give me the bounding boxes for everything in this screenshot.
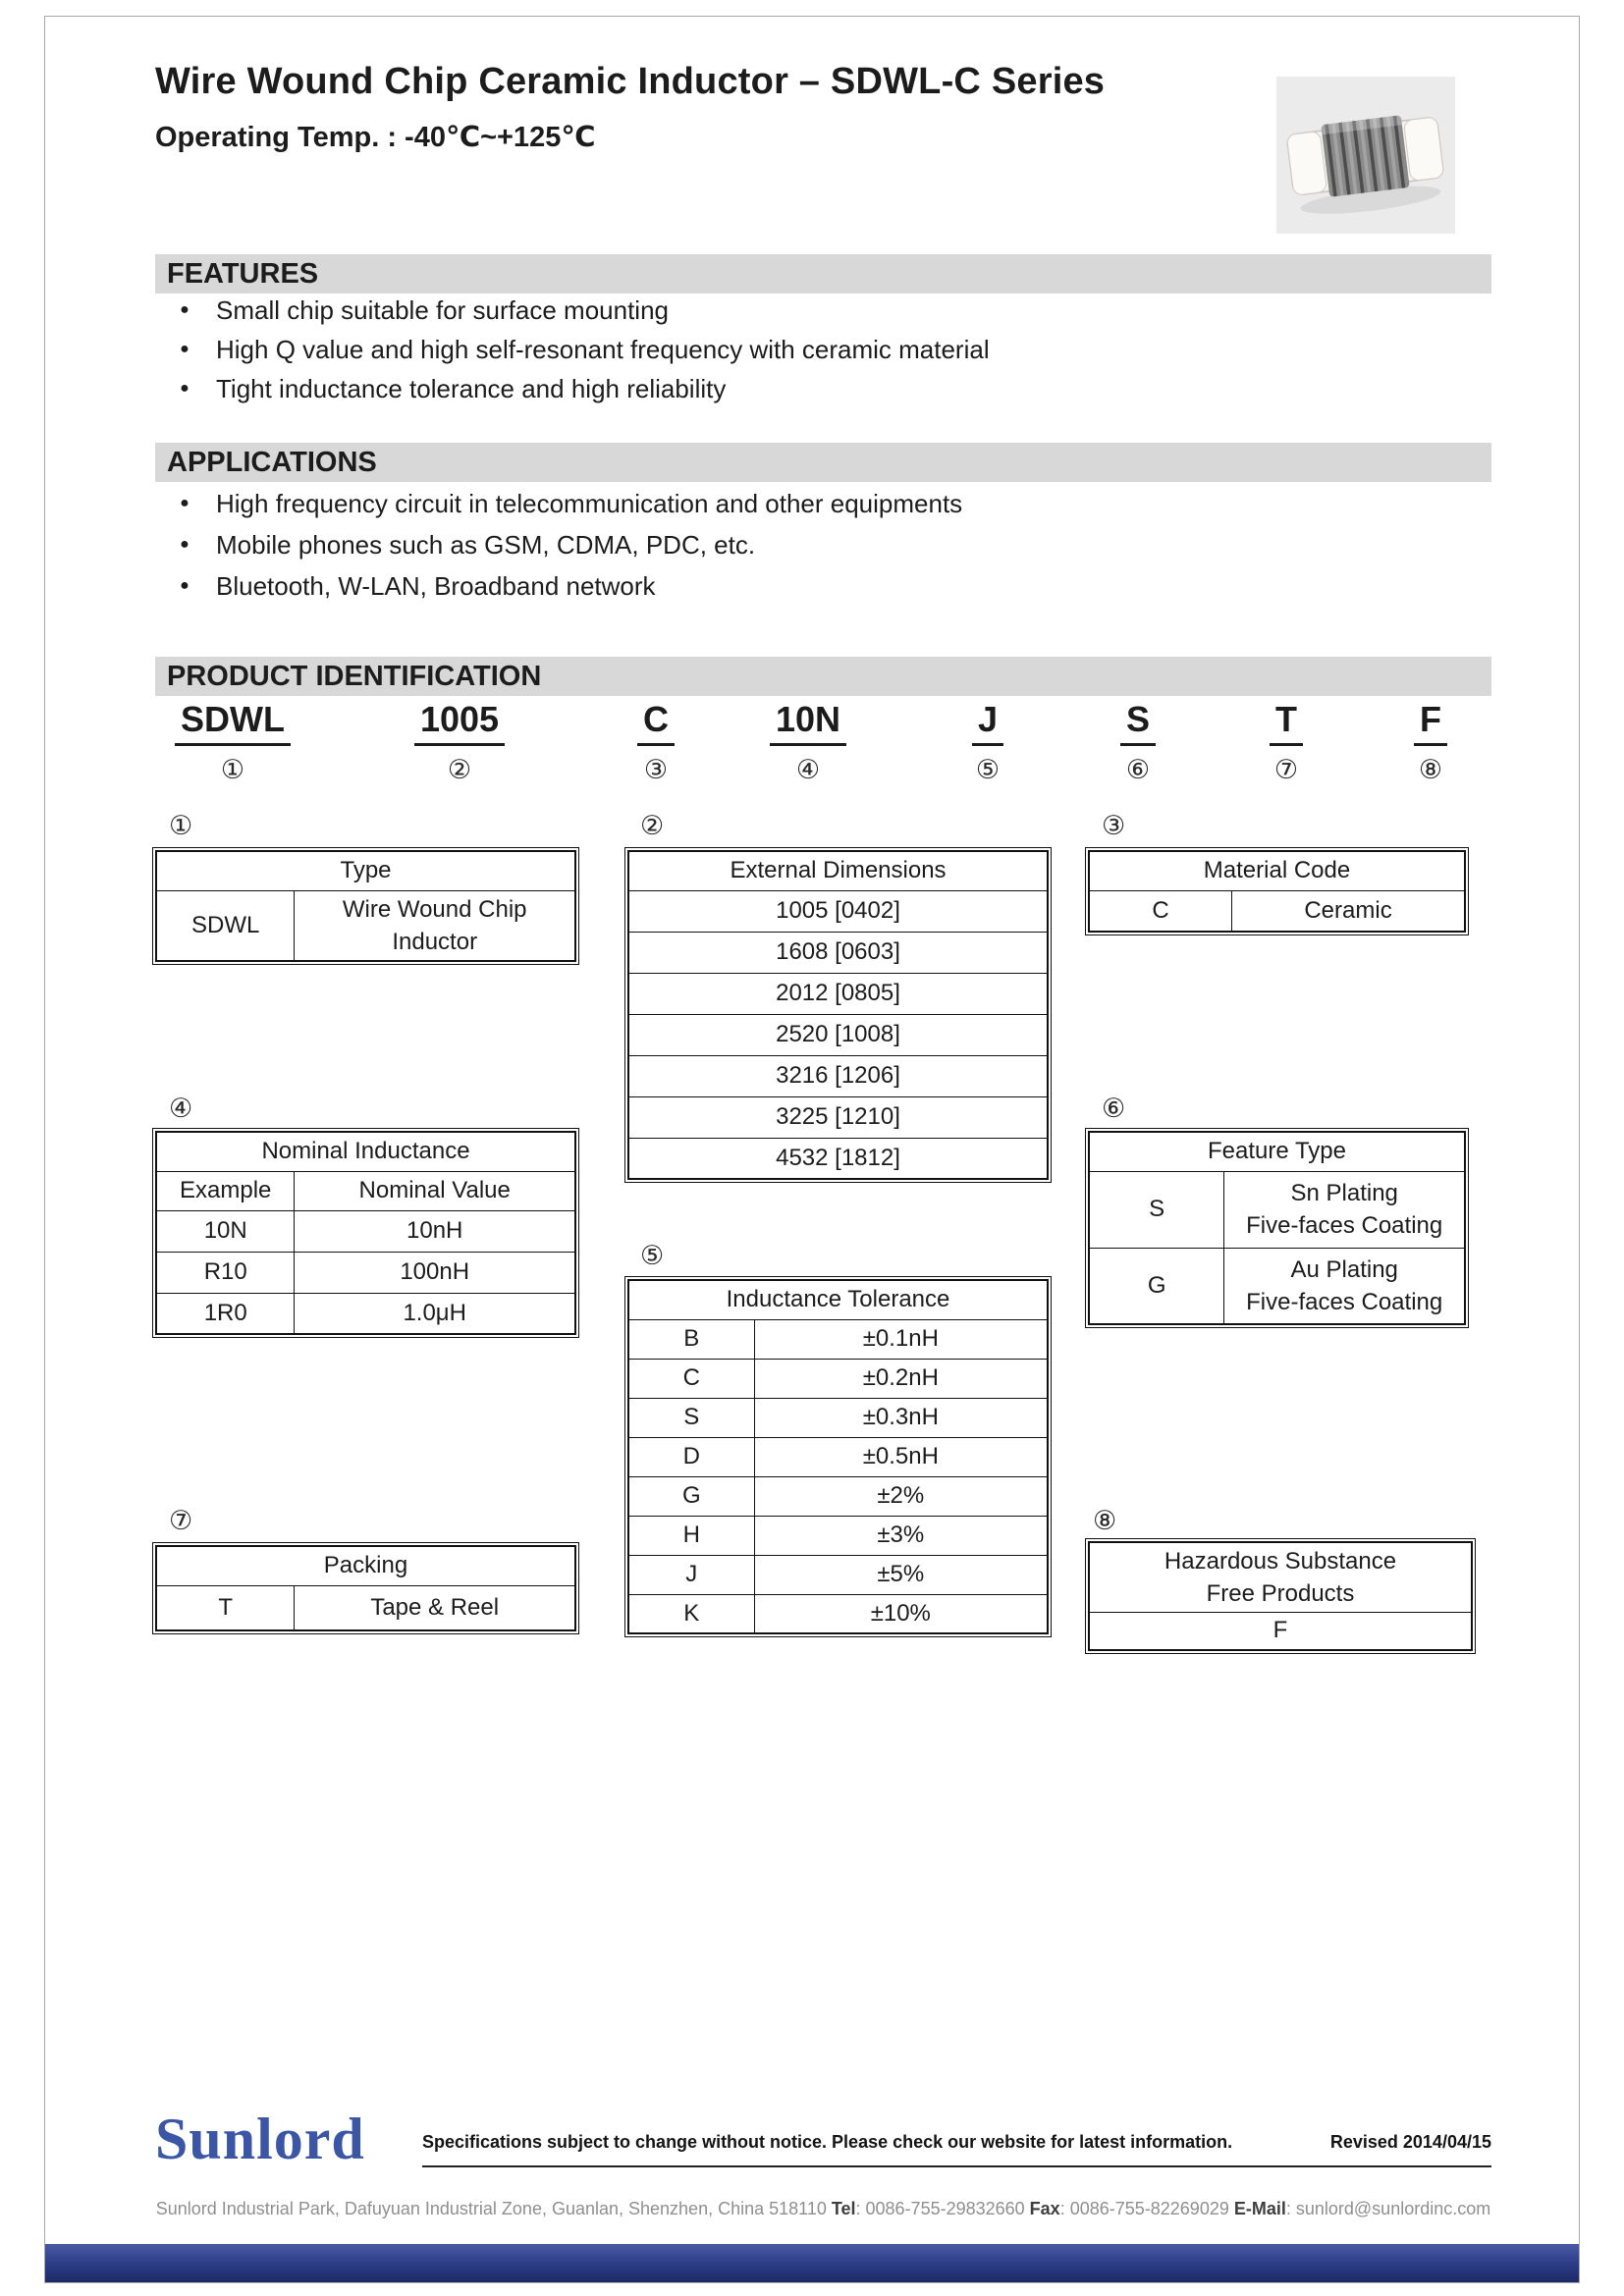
table-marker: ①: [169, 811, 193, 840]
packing-table: [155, 1545, 576, 1631]
table-row: [628, 1594, 1048, 1633]
tel-label: Tel: [831, 2199, 856, 2218]
table-row: [628, 1476, 1048, 1516]
column-header: Nominal Value: [295, 1171, 575, 1210]
table-row: [628, 1555, 1048, 1594]
table-row: [628, 1319, 1048, 1359]
bullet-icon: ●: [180, 301, 189, 318]
code-part: [125, 699, 341, 785]
table-header: [1089, 1542, 1472, 1613]
table-cell: R10: [156, 1252, 295, 1293]
list-item: [155, 291, 1491, 330]
table-cell: F: [1089, 1613, 1472, 1650]
table-cell: K: [628, 1594, 754, 1633]
table-cell: ±0.2nH: [754, 1359, 1048, 1398]
table-cell: 3225 [1210]: [628, 1096, 1048, 1138]
nominal-inductance-table: [155, 1131, 576, 1335]
footer-blue-bar: [45, 2244, 1579, 2282]
feature-text: Tight inductance tolerance and high reliability: [216, 373, 727, 403]
features-heading: FEATURES: [155, 254, 1491, 294]
table-header: Feature Type: [1089, 1132, 1465, 1171]
list-item: [155, 483, 1491, 524]
external-dimensions-table: [627, 850, 1049, 1180]
table-cell: 4532 [1812]: [628, 1138, 1048, 1179]
cell-line: Five-faces Coating: [1246, 1288, 1443, 1315]
code-marker: ②: [447, 755, 472, 784]
applications-list: [155, 483, 1491, 607]
table-row: [1089, 890, 1465, 932]
table-cell: 10N: [156, 1210, 295, 1252]
table-row: [156, 1252, 575, 1293]
table-cell: ±10%: [754, 1594, 1048, 1633]
footer-address: [155, 2199, 1491, 2219]
code-part: [352, 699, 568, 785]
table-cell: J: [628, 1555, 754, 1594]
table-cell: ±5%: [754, 1555, 1048, 1594]
footer-note: [422, 2132, 1491, 2153]
code-segment: J: [972, 699, 1003, 746]
code-segment: 10N: [770, 699, 846, 746]
table-header: External Dimensions: [628, 851, 1048, 890]
table-row: [156, 1210, 575, 1252]
cell-line: Au Plating: [1290, 1255, 1398, 1283]
sunlord-logo: Sunlord: [155, 2107, 365, 2171]
bullet-icon: ●: [180, 577, 189, 594]
header-line: Free Products: [1206, 1580, 1355, 1607]
footer-notice: Specifications subject to change without notice. Please check our website for latest information.: [422, 2132, 1233, 2152]
table-cell: T: [156, 1585, 295, 1630]
list-item: [155, 369, 1491, 408]
bullet-icon: ●: [180, 341, 189, 357]
table-cell: 100nH: [295, 1252, 575, 1293]
table-row: [628, 1014, 1048, 1055]
cell-line: Wire Wound Chip: [342, 895, 527, 923]
table-cell: G: [1089, 1248, 1224, 1324]
table-row: [156, 1585, 575, 1630]
address-text: Sunlord Industrial Park, Dafuyuan Industrial Zone, Guanlan, Shenzhen, China 518110: [155, 2199, 832, 2218]
table-cell: ±3%: [754, 1516, 1048, 1555]
table-marker: ④: [169, 1094, 193, 1123]
table-header: Packing: [156, 1546, 575, 1585]
application-text: High frequency circuit in telecommunication and other equipments: [216, 488, 963, 518]
table-cell: 2012 [0805]: [628, 973, 1048, 1014]
table-row: [156, 890, 575, 961]
table-row: [628, 1437, 1048, 1476]
hazardous-substance-table: [1088, 1541, 1473, 1651]
fax-number: : 0086-755-82269029: [1059, 2199, 1234, 2218]
code-segment: F: [1414, 699, 1447, 746]
table-cell: C: [628, 1359, 754, 1398]
table-row: [1089, 1171, 1465, 1248]
table-cell: ±0.5nH: [754, 1437, 1048, 1476]
tel-number: : 0086-755-29832660: [855, 2199, 1030, 2218]
cell-line: Inductor: [392, 928, 478, 955]
header-line: Hazardous Substance: [1164, 1548, 1397, 1575]
fax-label: Fax: [1029, 2199, 1060, 2218]
material-code-table: [1088, 850, 1466, 933]
table-cell: 2520 [1008]: [628, 1014, 1048, 1055]
feature-text: High Q value and high self-resonant frequency with ceramic material: [216, 334, 990, 364]
code-marker: ④: [795, 755, 821, 784]
table-row: [628, 1398, 1048, 1437]
cell-line: Five-faces Coating: [1246, 1212, 1443, 1239]
feature-text: Small chip suitable for surface mounting: [216, 294, 670, 325]
table-cell: D: [628, 1437, 754, 1476]
code-marker: ③: [643, 755, 669, 784]
product-identification-heading: PRODUCT IDENTIFICATION: [155, 657, 1491, 696]
code-segment: SDWL: [175, 699, 291, 746]
table-row: [628, 1516, 1048, 1555]
table-cell: S: [1089, 1171, 1224, 1248]
code-segment: T: [1270, 699, 1303, 746]
table-cell: ±2%: [754, 1476, 1048, 1516]
table-row: [628, 890, 1048, 932]
table-marker: ⑤: [640, 1241, 665, 1270]
table-header: Nominal Inductance: [156, 1132, 575, 1171]
code-marker: ⑦: [1273, 755, 1299, 784]
bullet-icon: ●: [180, 380, 189, 397]
code-segment: C: [637, 699, 675, 746]
table-cell: Ceramic: [1232, 890, 1465, 932]
inductance-tolerance-table: [627, 1279, 1049, 1634]
inductor-chip-image: [1276, 77, 1455, 234]
list-item: [155, 565, 1491, 607]
applications-heading: APPLICATIONS: [155, 443, 1491, 482]
code-marker: ①: [220, 755, 245, 784]
table-cell: S: [628, 1398, 754, 1437]
code-segment: S: [1120, 699, 1156, 746]
table-cell: 10nH: [295, 1210, 575, 1252]
table-marker: ②: [640, 811, 665, 840]
table-row: [1089, 1613, 1472, 1650]
feature-type-table: [1088, 1131, 1466, 1325]
table-row: [628, 1359, 1048, 1398]
code-marker: ⑥: [1125, 755, 1151, 784]
table-cell: H: [628, 1516, 754, 1555]
table-cell: C: [1089, 890, 1232, 932]
table-marker: ⑥: [1102, 1094, 1126, 1123]
table-marker: ⑦: [169, 1506, 193, 1535]
table-row: [628, 932, 1048, 973]
email-label: E-Mail: [1233, 2199, 1286, 2218]
application-text: Mobile phones such as GSM, CDMA, PDC, etc.: [216, 529, 756, 560]
code-marker: ⑧: [1418, 755, 1443, 784]
table-cell: ±0.1nH: [754, 1319, 1048, 1359]
table-cell: [295, 890, 575, 961]
table-row: [628, 1138, 1048, 1179]
bullet-icon: ●: [180, 495, 189, 511]
footer-divider: [422, 2165, 1491, 2167]
bullet-icon: ●: [180, 536, 189, 553]
table-row: [628, 973, 1048, 1014]
table-cell: G: [628, 1476, 754, 1516]
column-header: Example: [156, 1171, 295, 1210]
table-header: Material Code: [1089, 851, 1465, 890]
list-item: [155, 524, 1491, 565]
table-cell: [1224, 1248, 1465, 1324]
table-cell: 1.0μH: [295, 1293, 575, 1334]
table-cell: 1005 [0402]: [628, 890, 1048, 932]
table-header: Inductance Tolerance: [628, 1280, 1048, 1319]
table-row: [628, 1055, 1048, 1096]
table-row: [1089, 1248, 1465, 1324]
code-marker: ⑤: [975, 755, 1001, 784]
table-marker: ③: [1102, 811, 1126, 840]
code-part: [1323, 699, 1539, 785]
table-row: [628, 1096, 1048, 1138]
features-list: [155, 291, 1491, 408]
page-title: Wire Wound Chip Ceramic Inductor – SDWL-C Series: [155, 61, 1106, 102]
code-segment: 1005: [414, 699, 505, 746]
application-text: Bluetooth, W-LAN, Broadband network: [216, 570, 656, 601]
table-cell: ±0.3nH: [754, 1398, 1048, 1437]
table-row: [156, 1293, 575, 1334]
footer-revised-date: Revised 2014/04/15: [1329, 2132, 1491, 2152]
operating-temp: Operating Temp. : -40℃~+125℃: [155, 122, 596, 153]
table-cell: Tape & Reel: [295, 1585, 575, 1630]
table-cell: 1608 [0603]: [628, 932, 1048, 973]
email-address: : sunlord@sunlordinc.com: [1285, 2199, 1491, 2218]
table-cell: 3216 [1206]: [628, 1055, 1048, 1096]
cell-line: Sn Plating: [1290, 1180, 1398, 1206]
table-header: Type: [156, 851, 575, 890]
table-marker: ⑧: [1093, 1506, 1117, 1535]
type-table: [155, 850, 576, 962]
table-cell: [1224, 1171, 1465, 1248]
table-cell: B: [628, 1319, 754, 1359]
table-subheader-row: [156, 1171, 575, 1210]
table-cell: 1R0: [156, 1293, 295, 1334]
table-cell: SDWL: [156, 890, 295, 961]
list-item: [155, 330, 1491, 369]
